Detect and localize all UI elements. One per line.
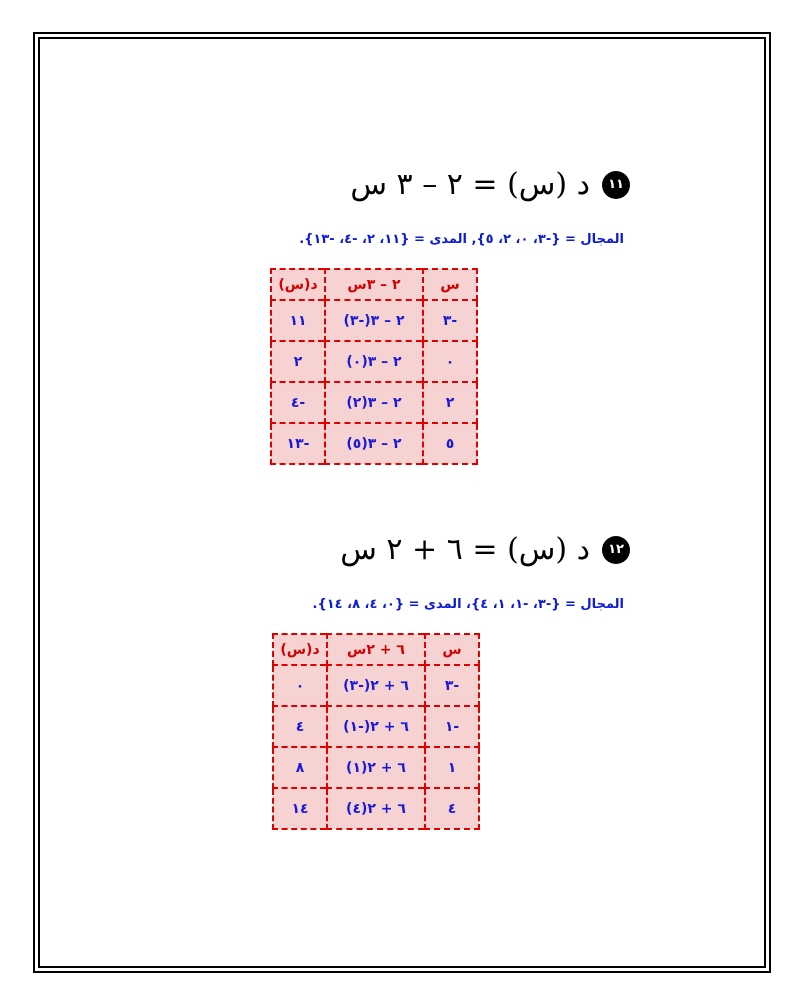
cell-expression: ٦ + ٢(١) <box>327 747 425 788</box>
cell-fx: ٠ <box>273 665 327 706</box>
cell-x: ١ <box>425 747 479 788</box>
table-row <box>273 665 479 706</box>
problem-12-heading <box>340 532 630 567</box>
header-expression: ٢ – ٣س <box>325 269 423 300</box>
header-fx: د(س) <box>273 634 327 665</box>
cell-fx: -١٣ <box>271 423 325 464</box>
cell-x: -١ <box>425 706 479 747</box>
cell-fx: ١١ <box>271 300 325 341</box>
table-row <box>271 341 477 382</box>
cell-x: ٠ <box>423 341 477 382</box>
table-row <box>273 788 479 829</box>
table-header-row <box>273 634 479 665</box>
cell-x: ٤ <box>425 788 479 829</box>
cell-expression: ٦ + ٢(٤) <box>327 788 425 829</box>
function-formula: د (س) = ٢ – ٣ س <box>350 167 590 202</box>
cell-expression: ٢ – ٣(٢) <box>325 382 423 423</box>
header-x: س <box>425 634 479 665</box>
cell-expression: ٢ – ٣(٠) <box>325 341 423 382</box>
domain-range-text: المجال = {-٣، -١، ١، ٤}، المدى = {٠، ٤، ٨، ١٤}. <box>312 597 624 612</box>
table-row <box>273 706 479 747</box>
cell-expression: ٦ + ٢(-١) <box>327 706 425 747</box>
cell-fx: ١٤ <box>273 788 327 829</box>
cell-expression: ٦ + ٢(-٣) <box>327 665 425 706</box>
table-row <box>271 300 477 341</box>
cell-x: -٣ <box>425 665 479 706</box>
table-row <box>271 382 477 423</box>
problem-number-badge: ١٢ <box>602 536 630 564</box>
cell-fx: -٤ <box>271 382 325 423</box>
table-header-row <box>271 269 477 300</box>
cell-fx: ٤ <box>273 706 327 747</box>
header-fx: د(س) <box>271 269 325 300</box>
value-table-11 <box>270 268 478 465</box>
header-expression: ٦ + ٢س <box>327 634 425 665</box>
domain-range-text: المجال = {-٣، ٠، ٢، ٥}, المدى = {١١، ٢، -٤، -١٣}. <box>299 232 624 247</box>
table-row <box>271 423 477 464</box>
cell-fx: ٢ <box>271 341 325 382</box>
table-row <box>273 747 479 788</box>
problem-number-badge: ١١ <box>602 171 630 199</box>
cell-expression: ٢ – ٣(-٣) <box>325 300 423 341</box>
cell-x: ٥ <box>423 423 477 464</box>
header-x: س <box>423 269 477 300</box>
cell-expression: ٢ – ٣(٥) <box>325 423 423 464</box>
cell-x: ٢ <box>423 382 477 423</box>
cell-x: -٣ <box>423 300 477 341</box>
function-formula: د (س) = ٦ + ٢ س <box>340 532 590 567</box>
problem-11-heading <box>350 167 630 202</box>
cell-fx: ٨ <box>273 747 327 788</box>
value-table-12 <box>272 633 480 830</box>
